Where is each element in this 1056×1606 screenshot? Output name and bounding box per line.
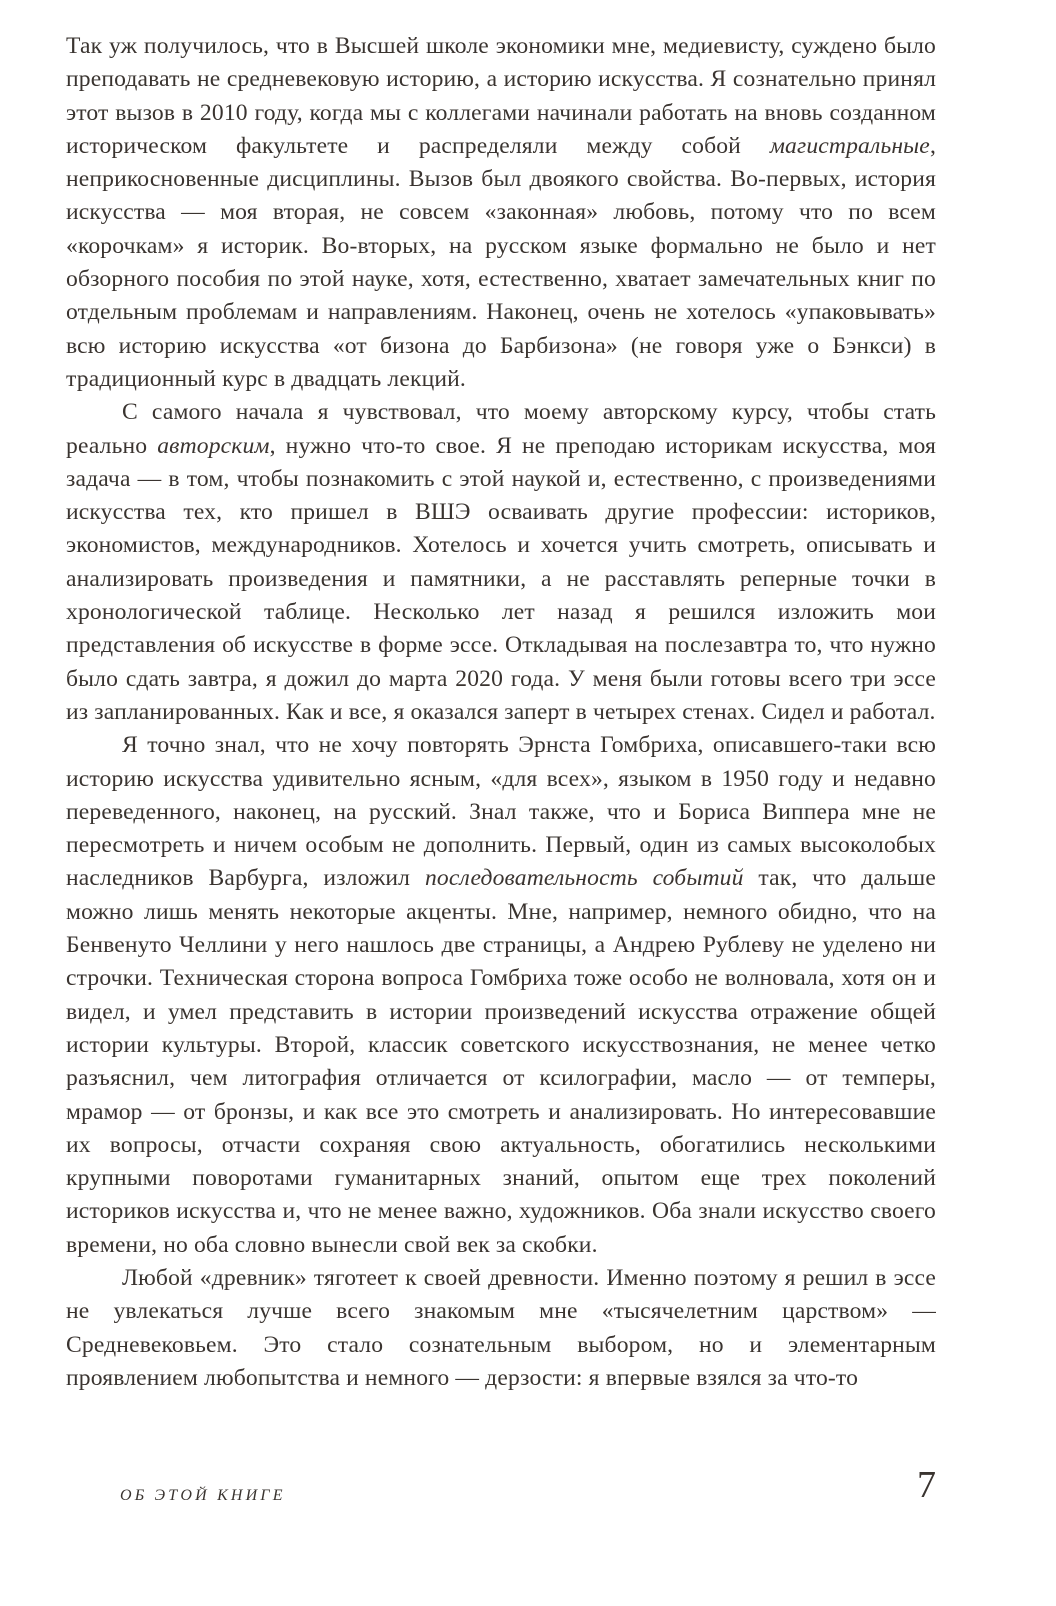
running-title: ОБ ЭТОЙ КНИГЕ <box>120 1487 286 1504</box>
paragraph: Я точно знал, что не хочу повторять Эрнста Гомбриха, описавшего-таки всю историю искусства удивительно ясным, «для всех», языком в 1950 году и недавно переведенного, наконец, на русский. Знал также, что и Бориса Виппера мне не пересмотреть и ничем особым не дополнить. Первый, один из самых высоколобых наследников Варбурга, изложил последовательность событий так, что дальше можно лишь менять некоторые акценты. Мне, например, немного обидно, что на Бенвенуто Челлини у него нашлось две страницы, а Андрею Рублеву не уделено ни строчки. Техническая сторона вопроса Гомбриха тоже особо не волновала, хотя он и видел, и умел представить в истории произведений искусства отражение общей истории культуры. Второй, классик советского искусствознания, не менее четко разъяснил, чем литография отличается от ксилографии, масло — от темперы, мрамор — от бронзы, и как все это смотреть и анализировать. Но интересовавшие их вопросы, отчасти сохраняя свою актуальность, обогатились несколькими крупными поворотами гуманитарных знаний, опытом еще трех поколений историков искусства и, что не менее важно, художников. Оба знали искусство своего времени, но оба словно вынесли свой век за скобки. <box>66 732 936 1258</box>
emphasized-text: авторским <box>157 432 270 459</box>
paragraph: Так уж получилось, что в Высшей школе экономики мне, медиевисту, суждено было преподавать не средневековую историю, а историю искусства. Я сознательно принял этот вызов в 2010 году, когда мы с коллегами начинали работать на вновь созданном историческом факультете и распределяли между собой магистральные, неприкосновенные дисциплины. Вызов был двоякого свойства. Во-первых, история искусства — моя вторая, не совсем «законная» любовь, потому что по всем «корочкам» я историк. Во-вторых, на русском языке формально не было и нет обзорного пособия по этой науке, хотя, естественно, хватает замечательных книг по отдельным проблемам и направлениям. Наконец, очень не хотелось «упаковывать» всю историю искусства «от бизона до Барбизона» (не говоря уже о Бэнкси) в традиционный курс в двадцать лекций. <box>66 33 936 392</box>
page-number: 7 <box>917 1464 936 1506</box>
body-text <box>66 30 936 1395</box>
emphasized-text: магистральные <box>769 132 930 159</box>
paragraph: С самого начала я чувствовал, что моему авторскому курсу, чтобы стать реально авторским, нужно что-то свое. Я не преподаю историкам искусства, моя задача — в том, чтобы познакомить с этой наукой и, естественно, с произведениями искусства тех, кто пришел в ВШЭ осваивать другие профессии: историков, экономистов, международников. Хотелось и хочется учить смотреть, описывать и анализировать произведения и памятники, а не расставлять реперные точки в хронологической таблице. Несколько лет назад я решился изложить мои представления об искусстве в форме эссе. Откладывая на послезавтра то, что нужно было сдать завтра, я дожил до марта 2020 года. У меня были готовы всего три эссе из запланированных. Как и все, я оказался заперт в четырех стенах. Сидел и работал. <box>66 399 936 725</box>
paragraph: Любой «древник» тяготеет к своей древности. Именно поэтому я решил в эссе не увлекаться лучше всего знакомым мне «тысячелетним царством» — Средневековьем. Это стало сознательным выбором, но и элементарным проявлением любопытства и немного — дерзости: я впервые взялся за что-то <box>66 1264 936 1391</box>
emphasized-text: последовательность событий <box>424 865 744 892</box>
